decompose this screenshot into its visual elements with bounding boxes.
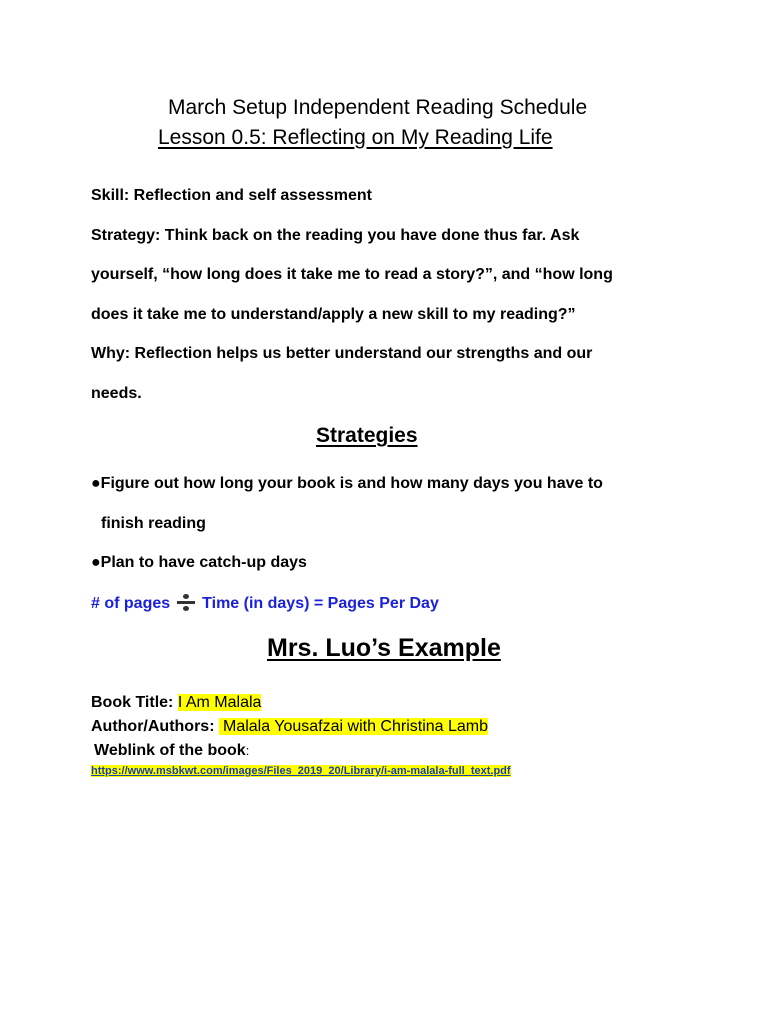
book-title-row bbox=[91, 694, 261, 712]
lesson-title: Lesson 0.5: Reflecting on My Reading Life bbox=[158, 126, 553, 149]
author-row bbox=[91, 718, 488, 736]
formula-right: Time (in days) = Pages Per Day bbox=[202, 595, 439, 612]
strategies-heading: Strategies bbox=[316, 424, 418, 447]
example-heading: Mrs. Luo’s Example bbox=[267, 634, 501, 662]
book-title-value: I Am Malala bbox=[177, 694, 262, 711]
formula-left: # of pages bbox=[91, 595, 171, 612]
strategy-bullet-2: ●Plan to have catch-up days bbox=[91, 554, 307, 571]
author-label: Author/Authors: bbox=[91, 718, 219, 735]
why-line-1: Why: Reflection helps us better understand our strengths and our bbox=[91, 345, 593, 362]
book-weblink[interactable]: https://www.msbkwt.com/images/Files_2019_20/Library/i-am-malala-full_text.pdf bbox=[91, 765, 511, 777]
weblink-label: Weblink of the book bbox=[94, 742, 246, 759]
author-value: Malala Yousafzai with Christina Lamb bbox=[219, 718, 488, 735]
strategy-line-1: Strategy: Think back on the reading you have done thus far. Ask bbox=[91, 227, 580, 244]
strategy-bullet-1-line-1: ●Figure out how long your book is and how many days you have to bbox=[91, 475, 603, 492]
weblink-colon: : bbox=[245, 743, 250, 758]
pages-per-day-formula bbox=[91, 594, 439, 613]
why-line-2: needs. bbox=[91, 385, 142, 402]
book-title-label: Book Title: bbox=[91, 694, 178, 711]
page-title: March Setup Independent Reading Schedule bbox=[168, 96, 588, 119]
strategy-line-2: yourself, “how long does it take me to read a story?”, and “how long bbox=[91, 266, 613, 283]
weblink-row bbox=[94, 742, 249, 760]
strategy-line-3: does it take me to understand/apply a new skill to my reading?” bbox=[91, 306, 576, 323]
skill-line: Skill: Reflection and self assessment bbox=[91, 187, 372, 204]
division-icon bbox=[176, 594, 196, 610]
strategy-bullet-1-line-2: finish reading bbox=[101, 515, 206, 532]
